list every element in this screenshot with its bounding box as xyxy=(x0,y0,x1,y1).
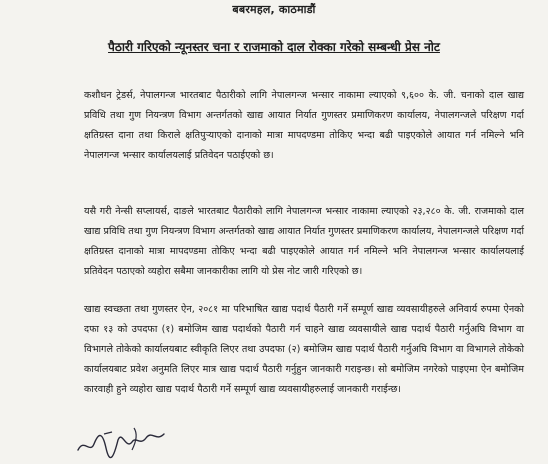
office-location: बबरमहल, काठमाडौं xyxy=(232,3,316,16)
paragraph-chickpea-dal: कशौधन ट्रेडर्स, नेपालगन्ज भारतबाट पैठारीको लागि नेपालगन्ज भन्सार नाकामा ल्याएको ९,६०० के. जी. चनाको दाल खाद्य प्रविधि तथा गुण नियन्त्रण विभाग अन्तर्गतको खाद्य आयात निर्यात गुणस्तर प्रमाणिकरण कार्यालय, नेपालगन्जले परिक्षण गर्दा क्षतिग्रस्त दाना तथा किराले क्षतिपुर्‍याएको दानाको मात्रा मापदण्डमा तोकिए भन्दा बढी पाइएकोले आयात गर्न नमिल्ने भनि नेपालगन्ज भन्सार कार्यालयलाई प्रतिवेदन पठाईएको छ। xyxy=(84,90,524,161)
paragraph-food-safety-act: खाद्य स्वच्छता तथा गुणस्तर ऐन, २०८१ मा परिभाषित खाद्य पदार्थ पैठारी गर्ने सम्पूर्ण खाद्य व्यवसायीहरुले अनिवार्य रुपमा ऐनको दफा १३ को उपदफा (१) बमोजिम खाद्य पदार्थको पैठारी गर्न चाहने खाद्य व्यवसायीले खाद्य पदार्थ पैठारी गर्नुअघि विभाग वा विभागले तोकेको कार्यालयबाट स्वीकृति लिएर तथा उपदफा (२) बमोजिम खाद्य पदार्थ पैठारी गर्नुअघि विभाग वा विभागले तोकेको कार्यालयबाट प्रवेश अनुमति लिएर मात्र खाद्य पदार्थ पैठारी गर्नुहुन जानकारी गराइन्छ। सो बमोजिम नगरेको पाइएमा ऐन बमोजिम कारवाही हुने व्यहोरा खाद्य पदार्थ पैठारी गर्ने सम्पूर्ण खाद्य व्यवसायीहरुलाई जानकारी गराईन्छ। xyxy=(84,304,524,395)
press-note-title: पैठारी गरिएको न्यूनस्तर चना र राजमाको दाल रोक्का गरेको सम्बन्धी प्रेस नोट xyxy=(108,40,440,54)
paragraph-kidney-bean-dal: यसै गरी नेन्सी सप्लायर्स, दाङले भारतबाट पैठारीको लागि नेपालगन्ज भन्सार नाकामा ल्याएको २३,२८० के. जी. राजमाको दाल खाद्य प्रविधि तथा गुण नियन्त्रण विभाग अन्तर्गतको खाद्य आयात निर्यात गुणस्तर प्रमाणिकरण कार्यालय, नेपालगन्जले परिक्षण गर्दा क्षतिग्रस्त दानाको मात्रा मापदण्डमा तोकिए भन्दा बढी पाइएकोले आयात गर्न नमिल्ने भनि नेपालगन्ज भन्सार कार्यालयलाई प्रतिवेदन पठाएको व्यहोरा सबैमा जानकारीका लागि यो प्रेस नोट जारी गरिएको छ। xyxy=(84,206,524,277)
handwritten-signature xyxy=(74,420,184,460)
